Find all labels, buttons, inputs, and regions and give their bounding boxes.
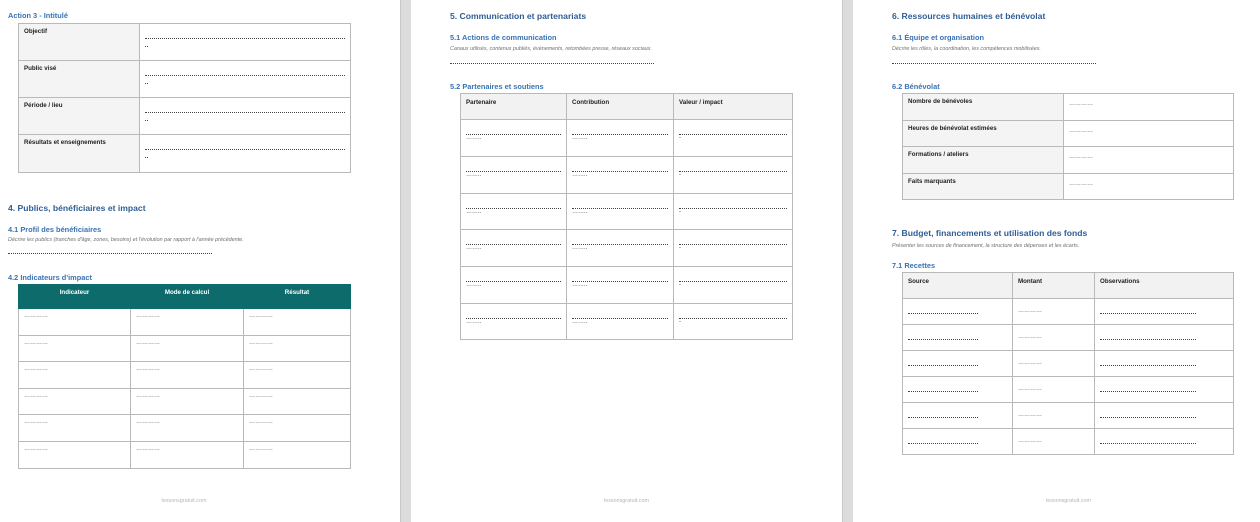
table-cell[interactable]: - — [674, 304, 793, 340]
row-label-objectif: Objectif — [19, 24, 140, 61]
header-montant: Montant — [1013, 273, 1095, 299]
table-cell[interactable] — [1095, 351, 1234, 377]
resultats-field[interactable] — [140, 135, 351, 173]
table-cell[interactable] — [903, 377, 1013, 403]
table-cell[interactable]: ………… — [1013, 403, 1095, 429]
page-1-footer: lessonsgratuit.com — [161, 498, 207, 504]
table-cell[interactable]: - — [674, 230, 793, 267]
table-cell[interactable]: ………… — [19, 362, 131, 389]
action-3-title: Action 3 - Intitulé — [8, 11, 68, 20]
table-cell[interactable]: …….. — [461, 194, 567, 230]
section-6-1-note: Décrire les rôles, la coordination, les compétences mobilisées. — [892, 46, 1041, 52]
section-5-2-title: 5.2 Partenaires et soutiens — [450, 82, 544, 91]
table-cell[interactable]: ………… — [19, 309, 131, 336]
table-cell[interactable] — [1095, 429, 1234, 455]
table-row — [19, 336, 351, 362]
table-cell[interactable]: - — [674, 267, 793, 304]
page-2 — [411, 0, 842, 522]
table-row — [19, 442, 351, 469]
section-4-title: 4. Publics, bénéficiaires et impact — [8, 203, 146, 213]
table-cell[interactable] — [903, 403, 1013, 429]
header-indicateur: Indicateur — [19, 285, 131, 309]
volunteer-table — [902, 93, 1234, 200]
public-vise-field[interactable] — [140, 61, 351, 98]
table-cell[interactable]: …….. — [567, 157, 674, 194]
page-1 — [0, 0, 400, 522]
table-cell[interactable]: ………… — [131, 415, 244, 442]
objectif-field[interactable] — [140, 24, 351, 61]
table-cell[interactable]: ………… — [244, 442, 351, 469]
table-cell[interactable]: ………… — [1013, 299, 1095, 325]
table-row — [461, 157, 793, 194]
table-row — [903, 299, 1234, 325]
table-cell[interactable] — [903, 299, 1013, 325]
section-4-1-note: Décrire les publics (tranches d'âge, zones, besoins) et l'évolution par rapport à l'année précédente. — [8, 237, 244, 243]
row-label-faits-marquants: Faits marquants — [903, 174, 1064, 200]
table-cell[interactable]: …….. — [567, 194, 674, 230]
action-3-table — [18, 23, 351, 173]
section-6-title: 6. Ressources humaines et bénévolat — [892, 11, 1046, 21]
row-label-formations: Formations / ateliers — [903, 147, 1064, 174]
table-cell[interactable]: ………… — [1013, 377, 1095, 403]
row-label-heures-benevolat: Heures de bénévolat estimées — [903, 121, 1064, 147]
table-cell[interactable]: ………… — [1013, 429, 1095, 455]
table-cell[interactable] — [1095, 299, 1234, 325]
heures-benevolat-field[interactable]: ………… — [1064, 121, 1234, 147]
table-cell[interactable] — [903, 351, 1013, 377]
section-7-note: Présenter les sources de financement, la structure des dépenses et les écarts. — [892, 243, 1080, 249]
table-row — [19, 415, 351, 442]
table-row — [461, 230, 793, 267]
header-partenaire: Partenaire — [461, 94, 567, 120]
table-row — [903, 403, 1234, 429]
table-row — [903, 429, 1234, 455]
table-cell[interactable] — [1095, 325, 1234, 351]
section-7-1-title: 7.1 Recettes — [892, 261, 936, 270]
table-cell[interactable]: ………… — [1013, 351, 1095, 377]
section-5-1-dotline[interactable] — [450, 63, 654, 64]
table-cell[interactable]: ………… — [19, 442, 131, 469]
table-cell[interactable]: …….. — [567, 230, 674, 267]
table-cell[interactable] — [1095, 377, 1234, 403]
section-6-2-title: 6.2 Bénévolat — [892, 82, 940, 91]
faits-marquants-field[interactable]: ………… — [1064, 174, 1234, 200]
periode-lieu-field[interactable] — [140, 98, 351, 135]
table-cell[interactable] — [903, 429, 1013, 455]
row-label-resultats: Résultats et enseignements — [19, 135, 140, 173]
indicators-table — [18, 284, 351, 469]
section-6-1-dotline[interactable] — [892, 63, 1096, 64]
section-7-title: 7. Budget, financements et utilisation des fonds — [892, 228, 1088, 238]
table-cell[interactable]: …….. — [461, 304, 567, 340]
table-row — [19, 309, 351, 336]
page-3 — [853, 0, 1260, 522]
formations-field[interactable]: ………… — [1064, 147, 1234, 174]
section-5-1-title: 5.1 Actions de communication — [450, 33, 557, 42]
header-contribution: Contribution — [567, 94, 674, 120]
table-cell[interactable]: ………… — [19, 415, 131, 442]
table-cell[interactable]: ………… — [131, 362, 244, 389]
table-cell[interactable]: ………… — [19, 336, 131, 362]
table-cell[interactable]: ………… — [131, 336, 244, 362]
section-4-1-title: 4.1 Profil des bénéficiaires — [8, 225, 102, 234]
table-row — [461, 120, 793, 157]
page-2-footer: lessonsgratuit.com — [604, 498, 649, 504]
page-gutter — [842, 0, 853, 522]
row-label-periode-lieu: Période / lieu — [19, 98, 140, 135]
table-row — [903, 377, 1234, 403]
table-cell[interactable]: ………… — [244, 309, 351, 336]
table-cell[interactable]: ………… — [131, 309, 244, 336]
header-observations: Observations — [1095, 273, 1234, 299]
header-mode-de-calcul: Mode de calcul — [131, 285, 244, 309]
table-cell[interactable]: …….. — [461, 157, 567, 194]
nombre-benevoles-field[interactable]: ………… — [1064, 94, 1234, 121]
header-resultat: Résultat — [244, 285, 351, 309]
header-valeur-impact: Valeur / impact — [674, 94, 793, 120]
page-3-footer: lessonsgratuit.com — [1046, 498, 1091, 504]
table-cell[interactable]: ………… — [244, 336, 351, 362]
table-cell[interactable]: - — [674, 194, 793, 230]
section-4-2-title: 4.2 Indicateurs d'impact — [8, 273, 92, 282]
table-cell[interactable] — [1095, 403, 1234, 429]
table-cell[interactable]: …….. — [567, 267, 674, 304]
table-cell[interactable]: ………… — [19, 389, 131, 415]
header-source: Source — [903, 273, 1013, 299]
table-cell[interactable]: …….. — [461, 120, 567, 157]
table-row — [19, 389, 351, 415]
table-row — [461, 267, 793, 304]
table-cell[interactable]: …….. — [461, 267, 567, 304]
table-cell[interactable] — [903, 325, 1013, 351]
section-6-1-title: 6.1 Équipe et organisation — [892, 33, 984, 42]
table-cell[interactable]: ………… — [244, 389, 351, 415]
table-row — [461, 304, 793, 340]
section-5-1-note: Canaux utilisés, contenus publiés, événements, retombées presse, réseaux sociaux. — [450, 46, 652, 52]
section-5-title: 5. Communication et partenariats — [450, 11, 587, 21]
table-cell[interactable]: ………… — [244, 362, 351, 389]
table-cell[interactable]: …….. — [567, 120, 674, 157]
table-cell[interactable]: ………… — [131, 442, 244, 469]
table-row — [461, 194, 793, 230]
page-gutter — [400, 0, 411, 522]
table-row — [19, 362, 351, 389]
table-cell[interactable]: …….. — [567, 304, 674, 340]
recettes-table — [902, 272, 1234, 455]
table-cell[interactable]: - — [674, 157, 793, 194]
section-4-1-dotline[interactable] — [8, 253, 212, 254]
table-row — [903, 351, 1234, 377]
table-cell[interactable]: - — [674, 120, 793, 157]
row-label-nombre-benevoles: Nombre de bénévoles — [903, 94, 1064, 121]
table-row — [903, 325, 1234, 351]
row-label-public-vise: Public visé — [19, 61, 140, 98]
table-cell[interactable]: ………… — [1013, 325, 1095, 351]
table-cell[interactable]: ………… — [244, 415, 351, 442]
partners-table — [460, 93, 793, 340]
table-cell[interactable]: ………… — [131, 389, 244, 415]
table-cell[interactable]: …….. — [461, 230, 567, 267]
